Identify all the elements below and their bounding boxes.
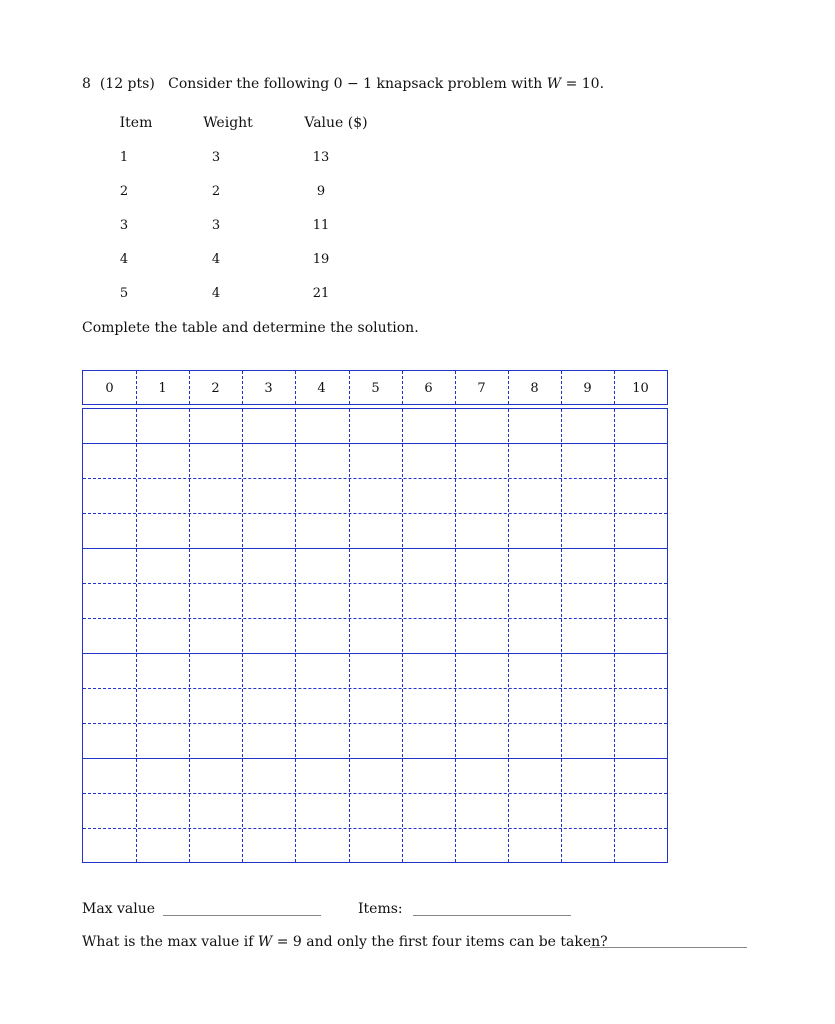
items-answer-blank[interactable] — [413, 915, 571, 916]
dp-column-label: 8 — [530, 381, 539, 396]
capacity-value: = 10. — [561, 76, 605, 92]
followup-text-after: = 9 and only the first four items can be taken? — [272, 934, 608, 950]
max-value-blank[interactable] — [163, 915, 321, 916]
capacity-variable: W — [546, 76, 562, 92]
dp-column-label: 6 — [424, 381, 433, 396]
followup-question — [82, 934, 608, 950]
items-cell-item: 4 — [119, 252, 129, 267]
items-cell-item: 2 — [119, 184, 129, 199]
items-cell-weight: 3 — [211, 150, 221, 165]
instruction-text: Complete the table and determine the solution. — [82, 320, 419, 336]
items-cell-weight: 4 — [211, 252, 221, 267]
dp-column-label: 3 — [264, 381, 273, 396]
max-value-label: Max value — [82, 901, 156, 917]
items-cell-value: 11 — [312, 218, 330, 233]
items-header-weight: Weight — [203, 115, 253, 131]
items-cell-value: 19 — [312, 252, 330, 267]
items-cell-value: 13 — [312, 150, 330, 165]
dp-table-header — [82, 370, 668, 405]
followup-answer-blank[interactable] — [590, 947, 747, 948]
dp-column-label: 0 — [105, 381, 114, 396]
followup-variable: W — [257, 934, 273, 950]
items-cell-item: 1 — [119, 150, 129, 165]
dp-column-label: 5 — [371, 381, 380, 396]
dp-column-label: 10 — [632, 381, 649, 396]
items-cell-item: 5 — [119, 286, 129, 301]
question-points: (12 pts) — [99, 76, 155, 92]
question-text — [82, 76, 604, 92]
items-cell-item: 3 — [119, 218, 129, 233]
dp-column-label: 9 — [583, 381, 592, 396]
items-header-value: Value ($) — [304, 115, 368, 131]
dp-column-label: 2 — [211, 381, 220, 396]
items-cell-value: 21 — [312, 286, 330, 301]
items-cell-weight: 3 — [211, 218, 221, 233]
items-cell-weight: 2 — [211, 184, 221, 199]
question-prompt: Consider the following 0 − 1 knapsack problem with — [168, 76, 547, 92]
dp-column-label: 4 — [317, 381, 326, 396]
followup-text-before: What is the max value if — [82, 934, 258, 950]
items-header-item: Item — [119, 115, 153, 131]
dp-column-label: 7 — [477, 381, 486, 396]
items-cell-value: 9 — [316, 184, 326, 199]
dp-column-label: 1 — [158, 381, 167, 396]
items-cell-weight: 4 — [211, 286, 221, 301]
question-number: 8 — [82, 76, 91, 92]
items-answer-label: Items: — [358, 901, 403, 917]
dp-table-grid[interactable] — [82, 408, 668, 863]
